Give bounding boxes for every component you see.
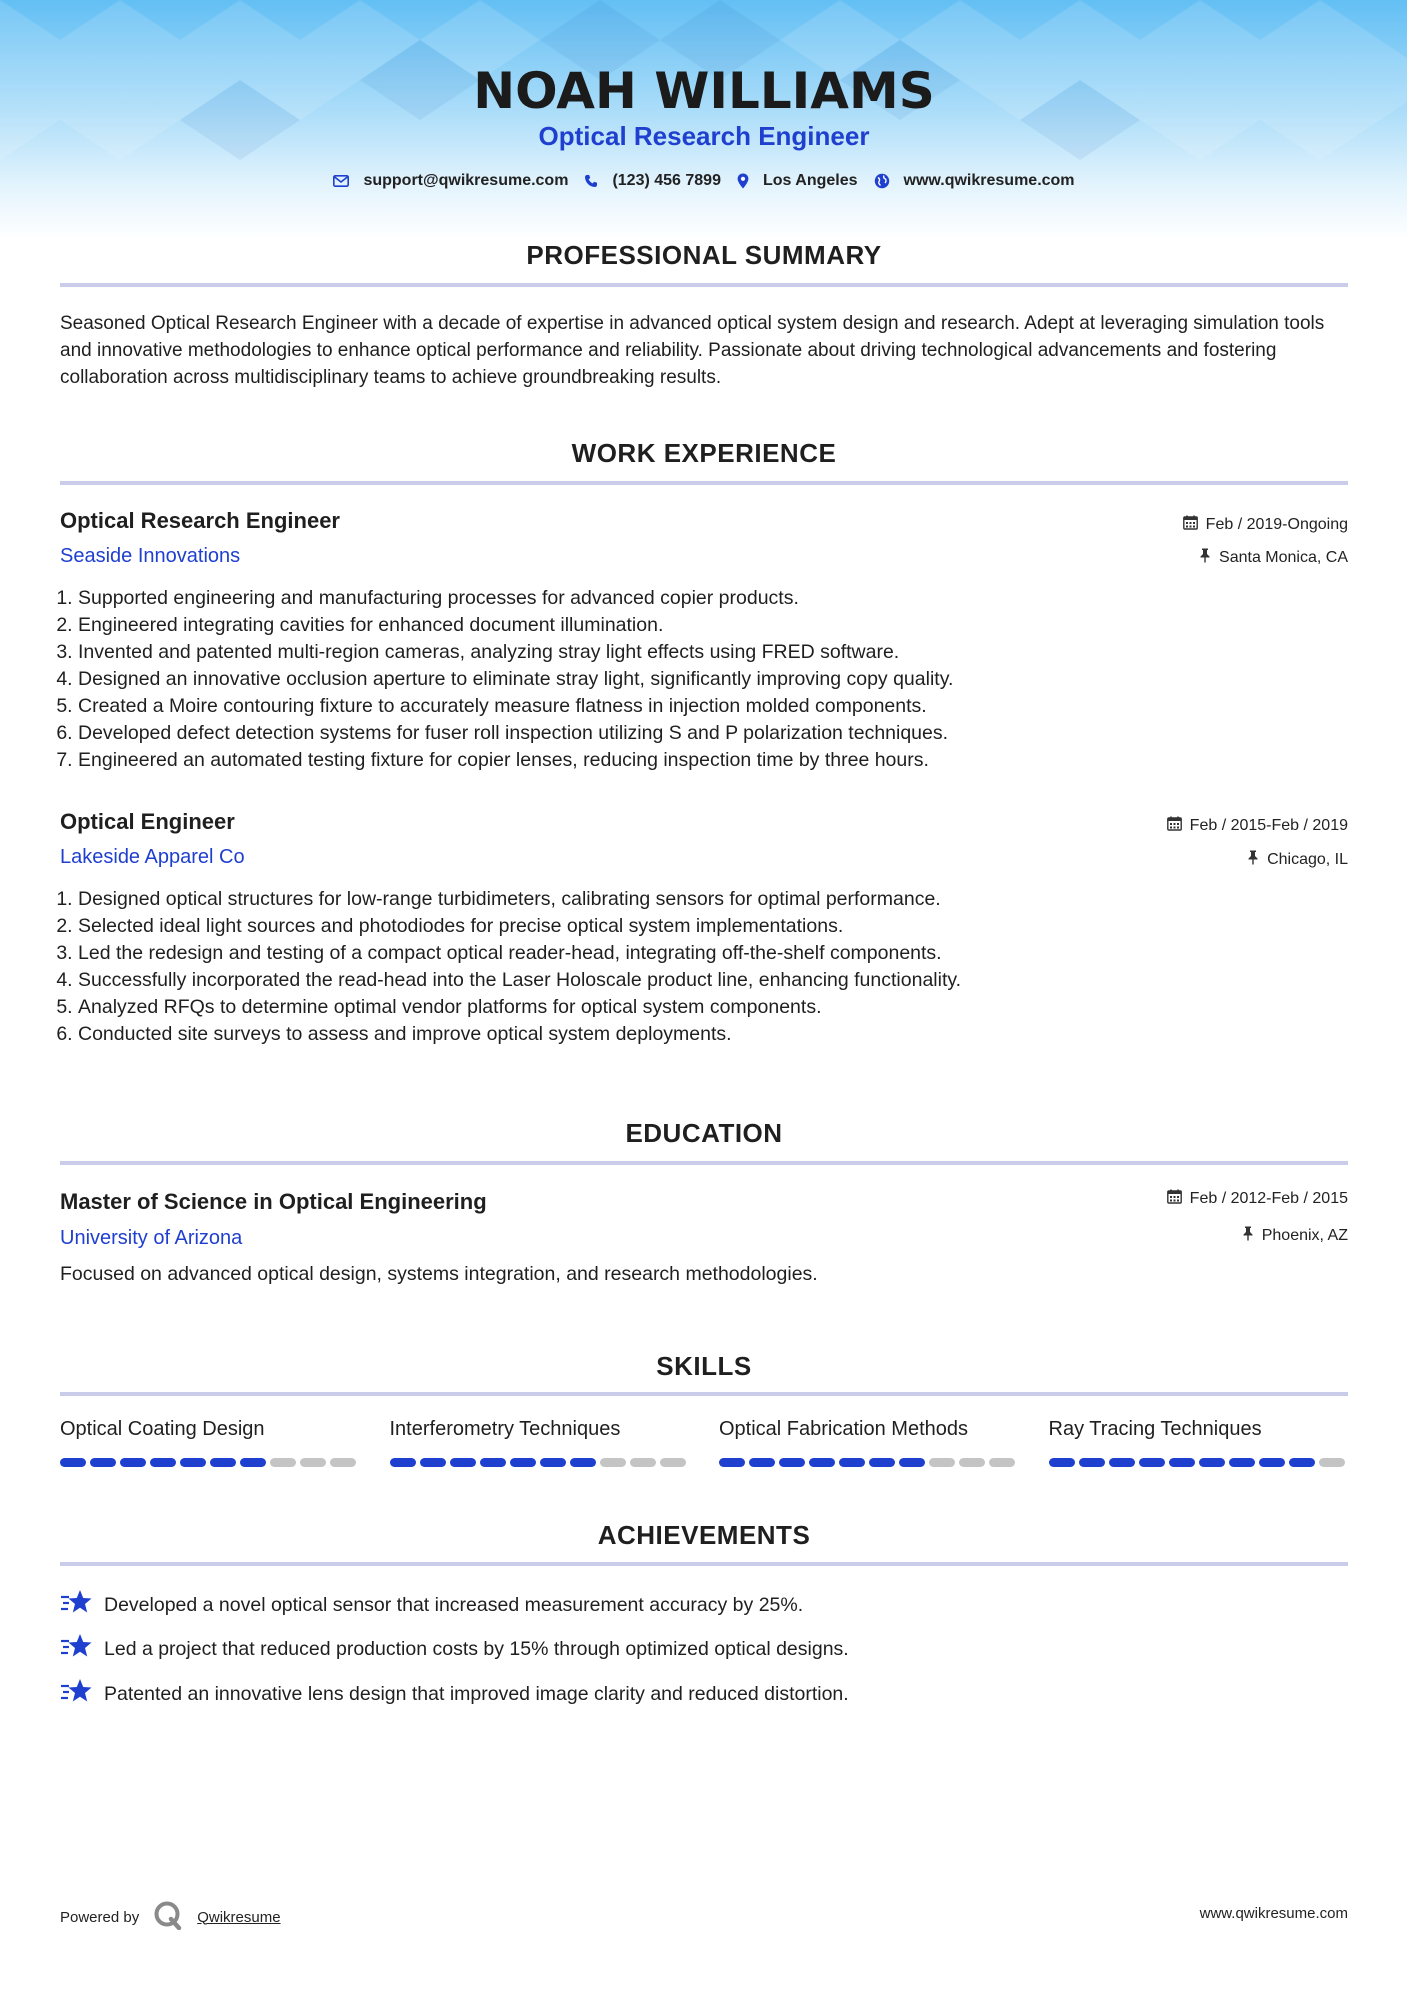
location-text: Santa Monica, CA xyxy=(1219,549,1348,566)
skill-segment-filled xyxy=(779,1458,805,1467)
list-item: 1. Supported engineering and manufacturing processes for advanced copier products. xyxy=(78,585,1348,612)
section-title-summary: PROFESSIONAL SUMMARY xyxy=(526,240,882,270)
skill-segment-filled xyxy=(1139,1458,1165,1467)
skill-segment-filled xyxy=(120,1458,146,1467)
skill-segment-filled xyxy=(390,1458,416,1467)
skill-segment-filled xyxy=(60,1458,86,1467)
skill-segment-filled xyxy=(210,1458,236,1467)
education-dates xyxy=(1167,1189,1348,1209)
skill-segment-filled xyxy=(899,1458,925,1467)
job-location xyxy=(1199,548,1348,568)
skill-segment-filled xyxy=(1199,1458,1225,1467)
contact-bar xyxy=(60,172,1348,190)
section-divider xyxy=(60,481,1348,485)
calendar-icon xyxy=(1183,515,1198,535)
skill-item xyxy=(60,1418,360,1467)
skill-segment-empty xyxy=(270,1458,296,1467)
dates-text: Feb / 2015-Feb / 2019 xyxy=(1189,817,1348,834)
skill-segment-empty xyxy=(1319,1458,1345,1467)
calendar-icon xyxy=(1167,1189,1182,1209)
dates-text: Feb / 2012-Feb / 2015 xyxy=(1189,1190,1348,1207)
pushpin-icon xyxy=(1247,850,1259,870)
location-text: Chicago, IL xyxy=(1267,851,1348,868)
achievement-text: Developed a novel optical sensor that increased measurement accuracy by 25%. xyxy=(104,1593,804,1616)
skill-name: Optical Fabrication Methods xyxy=(719,1418,969,1440)
list-item: 6. Conducted site surveys to assess and improve optical system deployments. xyxy=(78,1021,1348,1048)
section-title-achievements: ACHIEVEMENTS xyxy=(597,1520,811,1550)
job-title: Optical Research Engineer xyxy=(60,508,340,533)
achievement-text: Patented an innovative lens design that improved image clarity and reduced distortion. xyxy=(104,1682,849,1705)
calendar-icon xyxy=(1167,816,1182,836)
candidate-name: NOAH WILLIAMS xyxy=(473,62,935,120)
section-divider xyxy=(60,283,1348,287)
skill-segment-filled xyxy=(719,1458,745,1467)
list-item: 6. Developed defect detection systems for fuser roll inspection utilizing S and P polarization techniques. xyxy=(78,720,1348,747)
skill-segment-empty xyxy=(660,1458,686,1467)
list-item: 4. Designed an innovative occlusion aperture to eliminate stray light, significantly improving copy quality. xyxy=(78,666,1348,693)
list-item: 3. Led the redesign and testing of a compact optical reader-head, integrating off-the-shelf components. xyxy=(78,940,1348,967)
degree-title: Master of Science in Optical Engineering xyxy=(60,1189,487,1214)
section-divider xyxy=(60,1562,1348,1566)
contact-website[interactable] xyxy=(874,172,1075,190)
skill-level-bar xyxy=(719,1458,1019,1467)
skill-segment-filled xyxy=(480,1458,506,1467)
achievement-item xyxy=(60,1632,849,1666)
skill-segment-filled xyxy=(1169,1458,1195,1467)
skill-segment-filled xyxy=(540,1458,566,1467)
skill-segment-filled xyxy=(1289,1458,1315,1467)
qwikresume-link[interactable]: Qwikresume xyxy=(197,1908,281,1926)
list-item: 2. Engineered integrating cavities for enhanced document illumination. xyxy=(78,612,1348,639)
skill-segment-empty xyxy=(989,1458,1015,1467)
section-title-experience: WORK EXPERIENCE xyxy=(571,438,837,468)
job-location xyxy=(1247,850,1348,870)
skill-item xyxy=(1049,1418,1349,1467)
contact-location xyxy=(737,172,858,190)
pushpin-icon xyxy=(1199,548,1211,568)
achievement-item xyxy=(60,1677,849,1711)
skill-segment-empty xyxy=(600,1458,626,1467)
list-item: 7. Engineered an automated testing fixture for copier lenses, reducing inspection time by three hours. xyxy=(78,747,1348,774)
skill-item xyxy=(719,1418,1019,1467)
skill-name: Optical Coating Design xyxy=(60,1418,265,1440)
skill-segment-filled xyxy=(809,1458,835,1467)
skill-segment-empty xyxy=(929,1458,955,1467)
footer-website-link[interactable]: www.qwikresume.com xyxy=(1199,1905,1348,1922)
location-text: Phoenix, AZ xyxy=(1261,1227,1348,1244)
skill-segment-filled xyxy=(90,1458,116,1467)
skill-segment-filled xyxy=(869,1458,895,1467)
skill-segment-filled xyxy=(420,1458,446,1467)
skill-segment-filled xyxy=(450,1458,476,1467)
skill-segment-filled xyxy=(1079,1458,1105,1467)
skill-name: Interferometry Techniques xyxy=(389,1418,621,1440)
skill-segment-filled xyxy=(1229,1458,1255,1467)
skill-item xyxy=(390,1418,690,1467)
achievement-text: Led a project that reduced production costs by 15% through optimized optical designs. xyxy=(104,1637,849,1660)
skill-segment-filled xyxy=(1049,1458,1075,1467)
job-bullets xyxy=(60,585,1348,774)
education-location xyxy=(1242,1226,1348,1246)
star-icon xyxy=(60,1632,92,1666)
list-item: 5. Created a Moire contouring fixture to accurately measure flatness in injection molded components. xyxy=(78,693,1348,720)
skill-name: Ray Tracing Techniques xyxy=(1048,1418,1262,1440)
qwikresume-logo-icon xyxy=(153,1900,183,1934)
skill-segment-filled xyxy=(749,1458,775,1467)
contact-phone[interactable] xyxy=(584,172,721,190)
job-title: Optical Engineer xyxy=(60,809,235,834)
skill-segment-filled xyxy=(1259,1458,1285,1467)
envelope-icon xyxy=(333,175,349,187)
skill-segment-filled xyxy=(510,1458,536,1467)
job-bullets xyxy=(60,886,1348,1048)
skill-segment-filled xyxy=(570,1458,596,1467)
list-item: 5. Analyzed RFQs to determine optimal vendor platforms for optical system components. xyxy=(78,994,1348,1021)
phone-text: (123) 456 7899 xyxy=(612,172,721,189)
skills-grid xyxy=(60,1418,1348,1467)
section-divider xyxy=(60,1161,1348,1165)
skill-segment-filled xyxy=(1109,1458,1135,1467)
skill-segment-filled xyxy=(180,1458,206,1467)
skill-level-bar xyxy=(60,1458,360,1467)
skill-segment-empty xyxy=(630,1458,656,1467)
education-description: Focused on advanced optical design, systems integration, and research methodologies. xyxy=(60,1263,818,1285)
pushpin-icon xyxy=(1242,1226,1254,1246)
job-dates xyxy=(1183,515,1348,535)
job-dates xyxy=(1167,816,1348,836)
company-name: Lakeside Apparel Co xyxy=(60,846,245,868)
section-title-skills: SKILLS xyxy=(656,1351,752,1381)
skill-segment-empty xyxy=(300,1458,326,1467)
company-name: Seaside Innovations xyxy=(60,545,241,567)
location-text: Los Angeles xyxy=(762,172,858,189)
skill-segment-filled xyxy=(150,1458,176,1467)
email-text: support@qwikresume.com xyxy=(363,172,569,189)
section-title-education: EDUCATION xyxy=(625,1118,783,1148)
powered-by-label: Powered by xyxy=(60,1908,140,1926)
achievement-item xyxy=(60,1588,803,1622)
candidate-role: Optical Research Engineer xyxy=(538,121,870,151)
skill-level-bar xyxy=(1049,1458,1349,1467)
list-item: 2. Selected ideal light sources and photodiodes for precise optical system implementations. xyxy=(78,913,1348,940)
summary-text: Seasoned Optical Research Engineer with a decade of expertise in advanced optical system design and research. Adept at leveraging simulation tools and innovative methodologies to enhance optical performance and reliability. Passionate about driving technological advancements and fostering collaboration across multidisciplinary teams to achieve groundbreaking results. xyxy=(60,313,1325,388)
contact-email[interactable] xyxy=(333,172,568,190)
list-item: 4. Successfully incorporated the read-head into the Laser Holoscale product line, enhancing functionality. xyxy=(78,967,1348,994)
skill-segment-filled xyxy=(240,1458,266,1467)
website-text: www.qwikresume.com xyxy=(903,172,1075,189)
skill-segment-filled xyxy=(839,1458,865,1467)
list-item: 3. Invented and patented multi-region cameras, analyzing stray light effects using FRED software. xyxy=(78,639,1348,666)
skill-segment-empty xyxy=(330,1458,356,1467)
map-pin-icon xyxy=(737,173,749,189)
globe-icon xyxy=(874,173,890,189)
dates-text: Feb / 2019-Ongoing xyxy=(1205,516,1348,533)
phone-icon xyxy=(584,174,598,188)
section-divider xyxy=(60,1392,1348,1396)
skill-level-bar xyxy=(390,1458,690,1467)
star-icon xyxy=(60,1677,92,1711)
star-icon xyxy=(60,1588,92,1622)
list-item: 1. Designed optical structures for low-range turbidimeters, calibrating sensors for optimal performance. xyxy=(78,886,1348,913)
footer-branding xyxy=(60,1900,281,1934)
skill-segment-empty xyxy=(959,1458,985,1467)
school-name: University of Arizona xyxy=(60,1227,243,1249)
